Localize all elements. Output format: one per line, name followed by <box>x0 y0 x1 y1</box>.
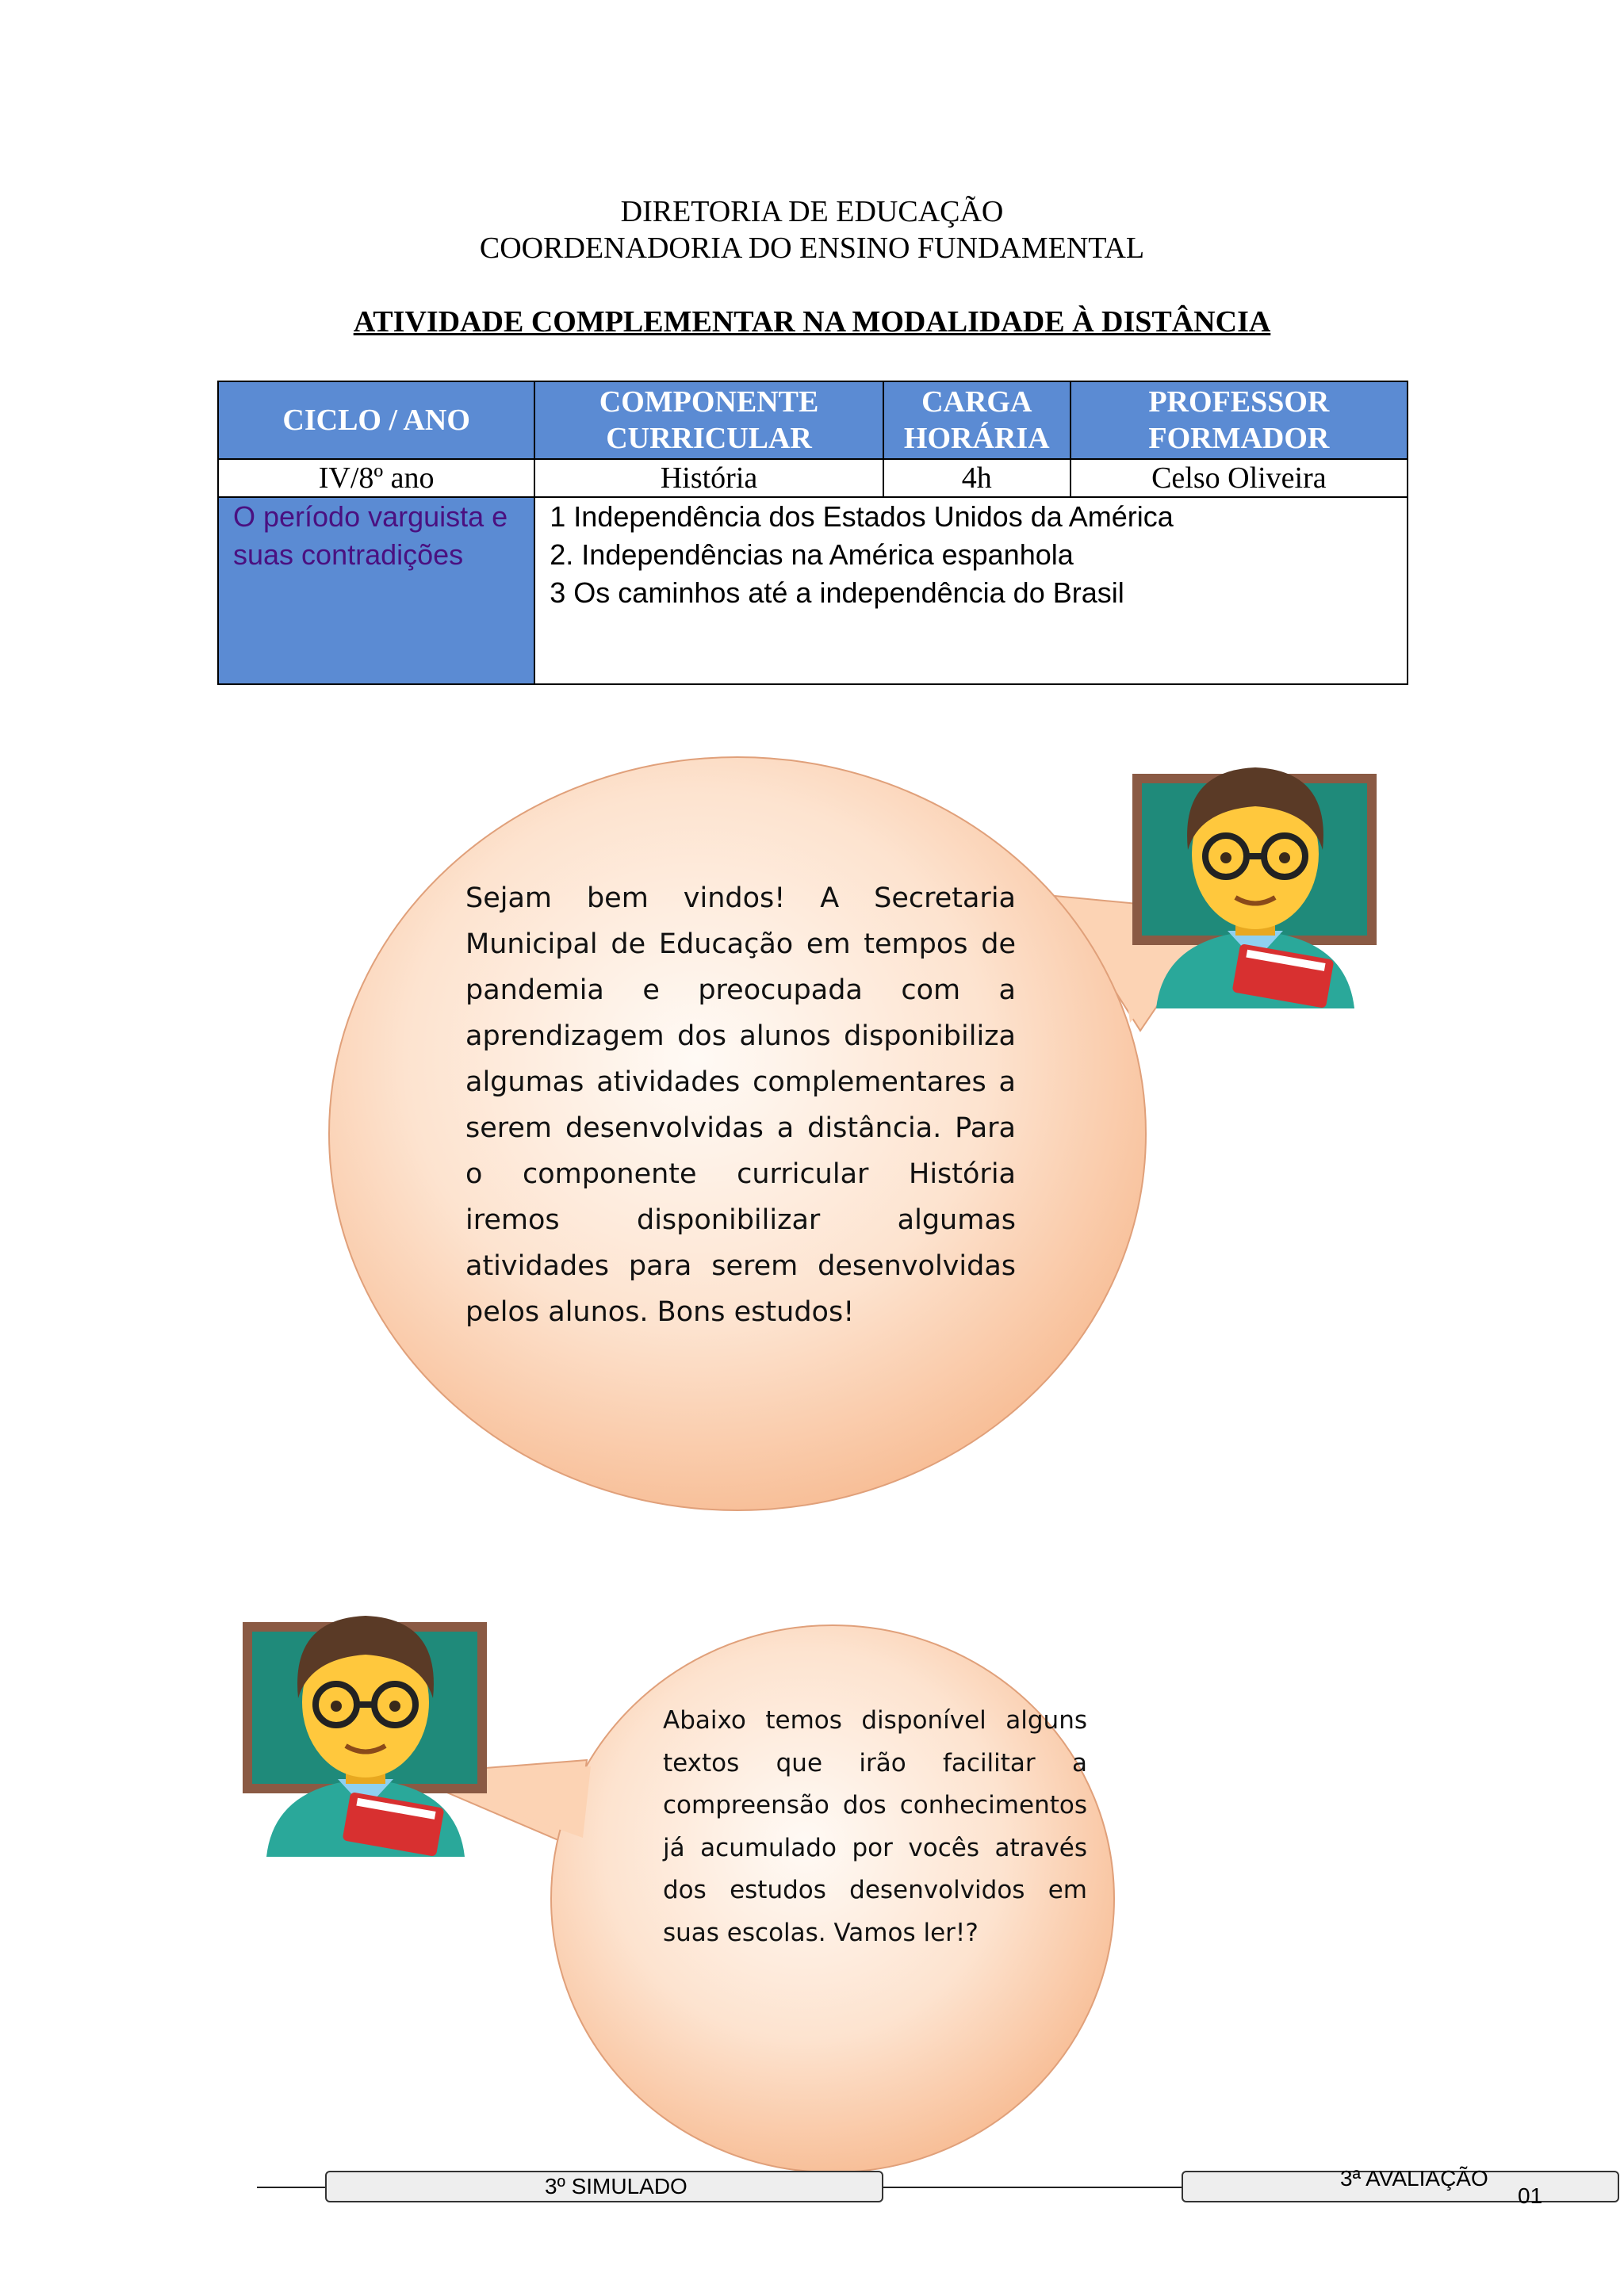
cell-professor: Celso Oliveira <box>1071 459 1408 497</box>
welcome-message: Sejam bem vindos! A Secretaria Municipal de Educação em tempos de pandemia e preocupada com a aprendizagem dos alunos disponibiliza algumas atividades complementares a serem desenvolvidas a distância. Para o componente curricular História iremos disponibilizar algumas atividades para serem desenvolvidas pelos alunos. Bons estudos! <box>465 882 1016 1328</box>
page-number: 01 <box>1518 2183 1543 2208</box>
header-carga-horaria: CARGA HORÁRIA <box>883 381 1071 459</box>
page-title: ATIVIDADE COMPLEMENTAR NA MODALIDADE À DISTÂNCIA <box>353 305 1271 339</box>
cell-ciclo-ano: IV/8º ano <box>218 459 534 497</box>
header-ciclo-ano: CICLO / ANO <box>218 381 534 459</box>
header-coordination: COORDENADORIA DO ENSINO FUNDAMENTAL <box>479 232 1145 265</box>
list-item: 3 Os caminhos até a independência do Brasil <box>550 576 1124 609</box>
topic-text: O período varguista e suas contradições <box>233 500 508 571</box>
reading-message: Abaixo temos disponível alguns textos que irão facilitar a compreensão dos conhecimentos já acumulado por vocês através dos estudos desenvolvidos em suas escolas. Vamos ler!? <box>663 1706 1087 1947</box>
cell-componente: História <box>534 459 883 497</box>
header-componente-curricular: COMPONENTE CURRICULAR <box>534 381 883 459</box>
header-professor-formador: PROFESSOR FORMADOR <box>1071 381 1408 459</box>
header-directorate: DIRETORIA DE EDUCAÇÃO <box>620 195 1004 228</box>
footer-avaliacao-label: 3ª AVALIAÇÃO <box>1340 2166 1488 2191</box>
footer-simulado-label: 3º SIMULADO <box>545 2174 688 2198</box>
footer-avaliacao-box <box>1182 2166 1619 2208</box>
teacher-icon <box>243 1611 488 1857</box>
list-item: 1 Independência dos Estados Unidos da América <box>550 500 1174 533</box>
teacher-icon <box>1132 763 1378 1008</box>
list-item: 2. Independências na América espanhola <box>550 538 1074 571</box>
footer-simulado-box <box>325 2171 883 2202</box>
cell-carga: 4h <box>883 459 1071 497</box>
